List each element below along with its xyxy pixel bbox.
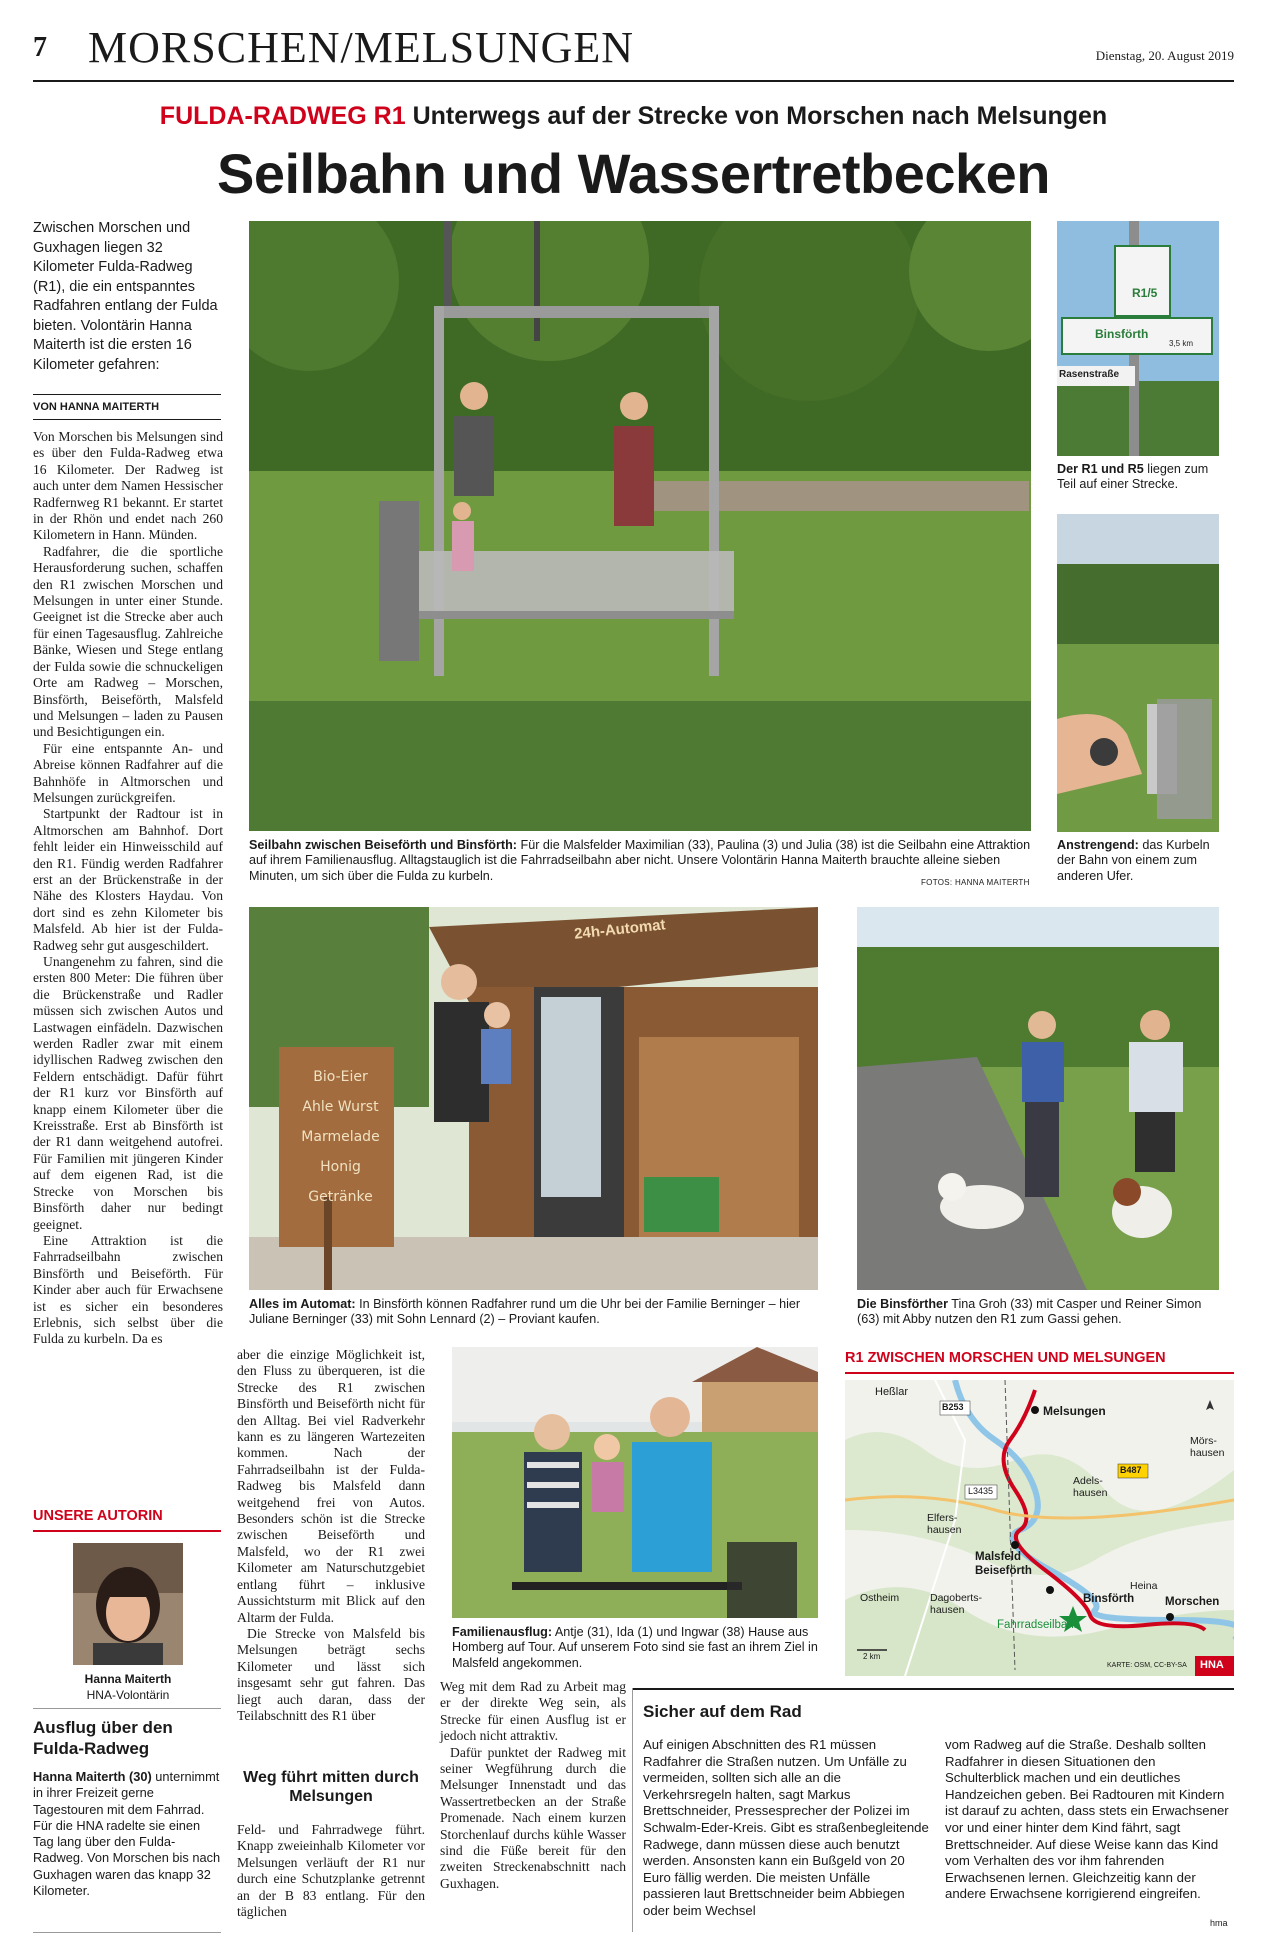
board-line: Marmelade	[301, 1129, 380, 1145]
map-label-melsungen: Melsungen	[1043, 1404, 1106, 1418]
author-role: HNA-Volontärin	[86, 1688, 170, 1702]
paragraph: Dafür punktet der Radweg mit seiner Wegführung durch die Melsunger Innenstadt und das Wassertretbecken an der Straße Promenade. Nach einem kurzen Storchenlauf durchs kühle Wasser sind die Füße bereit für den zweiten Streckenabschnitt nach Guxhagen.	[440, 1744, 626, 1891]
paragraph: Unangenehm zu fahren, sind die ersten 800 Meter: Die führen über die Brückenstraße und Radler müssen sich zwischen Autos und Lastwagen einfädeln. Dazwischen werden Radler zwar mit einem idyllischen Radweg zwischen den Feldern entschädigt. Dafür führt der R1 kurz vor Binsförth auf knapp einem Kilometer über die Kreisstraße. Erst ab Binsförth ist der R1 dann weitgehend autofrei. Für Familien mit jüngeren Kinder auf dem eigenen Rad, ist die Strecke von Morschen bis Binsförth daher nur bedingt geeignet.	[33, 954, 223, 1232]
author-box-text-bold: Hanna Maiterth (30)	[33, 1769, 152, 1784]
produce-board	[283, 1062, 398, 1212]
photo-crank	[1057, 514, 1219, 832]
caption-bold: Die Binsförther	[857, 1297, 948, 1311]
caption-text: Tina Groh (33) mit Casper und Reiner Simon (63) mit Abby nutzen den R1 zum Gassi gehen.	[857, 1297, 1202, 1327]
safety-box-column-2: vom Radweg auf die Straße. Deshalb sollten Radfahrer in diesen Situationen den Schulterblick machen und ein deutliches Handzeichen geben. Bei Radtouren mit Kindern ist darauf zu achten, dass stets ein Erwachsener vor und einer hinter dem Kind fährt, sagt Brettschneider. Auf diese Weise kann das Kind vom Verhalten des vor ihm fahrenden Erwachsenen lernen. Gleichzeitig kann der andere Erwachsene korrigierend eingreifen.	[945, 1737, 1229, 1902]
map-label-elfershausen	[927, 1512, 961, 1536]
map-label-heina: Heina	[1130, 1580, 1158, 1592]
photo-family	[452, 1347, 818, 1618]
safety-box-signature: hma	[1210, 1918, 1228, 1928]
map-label-seilbahn: Fahrradseilbahn	[997, 1619, 1081, 1631]
caption-bold: Seilbahn zwischen Beiseförth und Binsförth:	[249, 838, 517, 852]
caption-bold: Alles im Automat:	[249, 1297, 356, 1311]
map-label-line: hausen	[1190, 1447, 1225, 1459]
caption-text: das Kurbeln der Bahn von einem zum anderen Ufer.	[1057, 838, 1210, 883]
board-line: Getränke	[308, 1189, 373, 1205]
byline-rule-top	[33, 394, 221, 395]
issue-date: Dienstag, 20. August 2019	[1095, 48, 1234, 63]
map-label-line: Dagoberts-	[930, 1592, 982, 1604]
paragraph: Radfahrer, die die sportliche Herausforderung suchen, schaffen den R1 zwischen Morschen und Melsungen in unter einer Stunde. Geeignet ist die Strecke aber auch für einen Tagesausflug. Zahlreiche Bänke, Wiesen und Stege entlang der Fulda sowie die schnuckeligen Orte am Radweg – Morschen, Binsförth, Beiseförth, Malsfeld und Melsungen – laden zu Pausen und Besichtigungen ein.	[33, 543, 223, 740]
board-line: Bio-Eier	[313, 1069, 368, 1085]
caption-cable-car	[249, 838, 1031, 884]
article-column-2	[237, 1347, 425, 1724]
map-label-line: hausen	[1073, 1487, 1108, 1499]
header-rule	[33, 80, 1234, 82]
photo-dog-walkers	[857, 907, 1219, 1290]
sign-label-binsfoerth: Binsförth	[1095, 327, 1149, 341]
sign-label-r1r5: R1/5	[1132, 286, 1158, 300]
paragraph: aber die einzige Möglichkeit ist, den Fluss zu überqueren, ist die Strecke des R1 zwischen Binsförth und Beiseförth nicht für den Alltag. Bei viel Radverkehr kann es zu längeren Wartezeiten kommen. Nach der Fahrradseilbahn ist der Fulda-Radweg bis Malsfeld dann weitgehend frei von Autos. Besonders schön ist die Strecke zwischen Beiseförth und Malsfeld, wo der R1 zwei Kilometer am Naturschutzgebiet entlang führt – inklusive Aussichtsturm mit Blick auf den Altarm der Fulda.	[237, 1347, 425, 1625]
safety-box-rule	[632, 1688, 1234, 1690]
author-box-title: UNSERE AUTORIN	[33, 1508, 163, 1524]
paragraph: Eine Attraktion ist die Fahrradseilbahn zwischen Binsförth und Beiseförth. Für Kinder aber auch für Erwachsene ist es sicher ein besonderes Erlebnis, sich selbst über die Fulda zu kurbeln. Da es	[33, 1232, 223, 1347]
paragraph: Weg mit dem Rad zu Arbeit mag er der direkte Weg sein, als Strecke für einen Ausflug ist er jedoch nicht attraktiv.	[440, 1679, 626, 1744]
map-label-morshausen	[1190, 1435, 1224, 1459]
map-label-l3435: L3435	[968, 1486, 994, 1496]
byline: VON HANNA MAITERTH	[33, 401, 160, 413]
paragraph: Für eine entspannte An- und Abreise können Radfahrer auf die Bahnhöfe in Altmorschen und Melsungen zurückgreifen.	[33, 740, 223, 805]
map-label-morschen: Morschen	[1165, 1596, 1220, 1608]
sign-label-distance: 3,5 km	[1169, 339, 1194, 348]
map-label-line: Malsfeld	[975, 1551, 1022, 1563]
map-title-rule	[845, 1372, 1234, 1374]
caption-sign	[1057, 462, 1223, 493]
map-label-b487: B487	[1120, 1465, 1142, 1475]
map-label-line: Adels-	[1073, 1475, 1103, 1487]
author-box-text-body: unternimmt in ihrer Freizeit gerne Tagestouren mit dem Fahrrad. Für die HNA radelte sie einen Tag lang über den Fulda-Radweg. Von Morschen bis nach Guxhagen waren das knapp 32 Kilometer.	[33, 1769, 221, 1899]
author-name: Hanna Maiterth	[84, 1672, 172, 1686]
article-column-2b	[237, 1822, 425, 1920]
caption-bold: Der R1 und R5	[1057, 462, 1144, 476]
caption-text: Antje (31), Ida (1) und Ingwar (38) Hause aus Homberg auf Tour. Auf unserem Foto sind sie fast an ihrem Ziel in Malsfeld angekommen.	[452, 1625, 818, 1670]
caption-vending-machine	[249, 1297, 818, 1328]
caption-dog-walkers	[857, 1297, 1219, 1328]
author-box-text	[33, 1769, 223, 1899]
map-label-line: Elfers-	[927, 1512, 958, 1524]
vending-sign: 24h-Automat	[573, 916, 667, 943]
headline: Seilbahn und Wassertretbecken	[217, 142, 1050, 205]
paragraph: Die Strecke von Malsfeld bis Melsungen beträgt sechs Kilometer und lässt sich insgesamt sehr gut fahren. Das liegt auch daran, dass der Teilabschnitt des R1 über	[237, 1625, 425, 1723]
map-credit: KARTE: OSM, CC-BY-SA	[1107, 1662, 1187, 1669]
map-label-hesslar: Heßlar	[875, 1386, 909, 1398]
article-column-3	[440, 1679, 626, 1892]
section-title: MORSCHEN/MELSUNGEN	[88, 23, 635, 72]
photo-cable-car	[249, 221, 1031, 831]
map-label-line: hausen	[927, 1524, 962, 1536]
paragraph: Feld- und Fahrradwege führt. Knapp zweieinhalb Kilometer vor Melsungen verläuft der R1 nur durch eine Schutzplanke getrennt an der B 83 entlang. Für den täglichen	[237, 1822, 425, 1920]
map-title: R1 ZWISCHEN MORSCHEN UND MELSUNGEN	[845, 1350, 1166, 1366]
map-label-binsfoerth: Binsförth	[1083, 1593, 1135, 1605]
article-subtitle: Unterwegs auf der Strecke von Morschen nach Melsungen	[412, 102, 1108, 130]
kicker: FULDA-RADWEG R1	[159, 102, 406, 130]
route-map	[845, 1380, 1234, 1676]
byline-rule-bottom	[33, 419, 221, 420]
map-label-dagobertshausen	[930, 1592, 982, 1616]
safety-box-divider	[632, 1688, 633, 1932]
article-column-1	[33, 429, 223, 1348]
author-photo	[73, 1543, 183, 1665]
safety-box-title: Sicher auf dem Rad	[643, 1702, 802, 1721]
map-label-adelshausen	[1073, 1475, 1107, 1499]
caption-text: In Binsförth können Radfahrer rund um die Uhr bei der Familie Berninger – hier Juliane Berninger (33) mit Sohn Lennard (2) – Proviant kaufen.	[249, 1297, 801, 1327]
map-label-ostheim: Ostheim	[860, 1592, 900, 1604]
caption-text: liegen zum Teil auf einer Strecke.	[1057, 462, 1209, 492]
map-brand-logo: HNA	[1200, 1659, 1224, 1671]
caption-crank	[1057, 838, 1223, 884]
bottom-rule	[33, 1932, 221, 1933]
safety-box-column-1: Auf einigen Abschnitten des R1 müssen Radfahrer die Straßen nutzen. Um Unfälle zu vermeiden, sollten sich alle an die Verkehrsregeln halten, sagt Markus Brettschneider, Pressesprecher der Polizei im Schwalm-Eder-Kreis. Gibt es straßenbegleitende Radwege, dann müssen diese auch benutzt werden. Ansonsten kann ein Bußgeld von 20 Euro fällig werden. Die meisten Unfälle passieren laut Brettschneider beim Abbiegen oder beim Wechsel	[643, 1737, 929, 1918]
page-number: 7	[33, 32, 47, 63]
board-line: Honig	[320, 1159, 361, 1175]
subheading-melsungen: Weg führt mitten durch Melsungen	[243, 1769, 419, 1805]
author-box-rule	[33, 1530, 221, 1532]
paragraph: Von Morschen bis Melsungen sind es über den Fulda-Radweg etwa 16 Kilometer. Der Radweg ist auch unter dem Namen Hessischer Radfernweg R1 bekannt. Er startet in der Rhön und endet nach 260 Kilometern in Hann. Münden.	[33, 429, 223, 543]
map-label-b253: B253	[942, 1402, 964, 1412]
caption-bold: Familienausflug:	[452, 1625, 553, 1639]
map-label-malsfeld	[975, 1550, 1032, 1578]
map-scale: 2 km	[863, 1652, 881, 1661]
map-label-line: Mörs-	[1190, 1435, 1217, 1447]
article-lead: Zwischen Morschen und Guxhagen liegen 32 Kilometer Fulda-Radweg (R1), die ein entspanntes Radfahren entlang der Fulda bieten. Volontärin Hanna Maiterth ist die ersten 16 Kilometer gefahren:	[33, 220, 218, 373]
paragraph: Startpunkt der Radtour ist in Altmorschen am Bahnhof. Dort fehlt leider ein Hinweisschild auf den R1. Fündig werden Radfahrer erst an der Brückenstraße in der Nähe des Klosters Haydau. Von dort sind es zehn Kilometer bis Malsfeld. Ab hier ist der Fulda-Radweg sehr gut ausgeschildert.	[33, 806, 223, 953]
board-line: Ahle Wurst	[302, 1099, 379, 1115]
photo-sign	[1057, 221, 1219, 456]
caption-text: Für die Malsfelder Maximilian (33), Paulina (3) und Julia (38) ist die Seilbahn eine Attraktion auf ihrem Familienausflug. Alltagstauglich ist die Fahrradseilbahn aber nicht. Unsere Volontärin Hanna Maiterth brauchte alleine sieben Minuten, um sich über die Fulda zu kurbeln.	[249, 838, 1031, 883]
map-label-line: hausen	[930, 1604, 965, 1616]
author-box-rule-2	[33, 1708, 221, 1709]
caption-family	[452, 1625, 824, 1671]
photo-vending-machine	[249, 907, 818, 1290]
sign-label-street: Rasenstraße	[1059, 369, 1120, 380]
caption-bold: Anstrengend:	[1057, 838, 1139, 852]
photo-credit: FOTOS: HANNA MAITERTH	[921, 878, 1030, 887]
map-label-line: Beiseförth	[975, 1565, 1032, 1577]
author-box-heading: Ausflug über den Fulda-Radweg	[33, 1718, 173, 1758]
kicker-line	[0, 102, 1267, 131]
